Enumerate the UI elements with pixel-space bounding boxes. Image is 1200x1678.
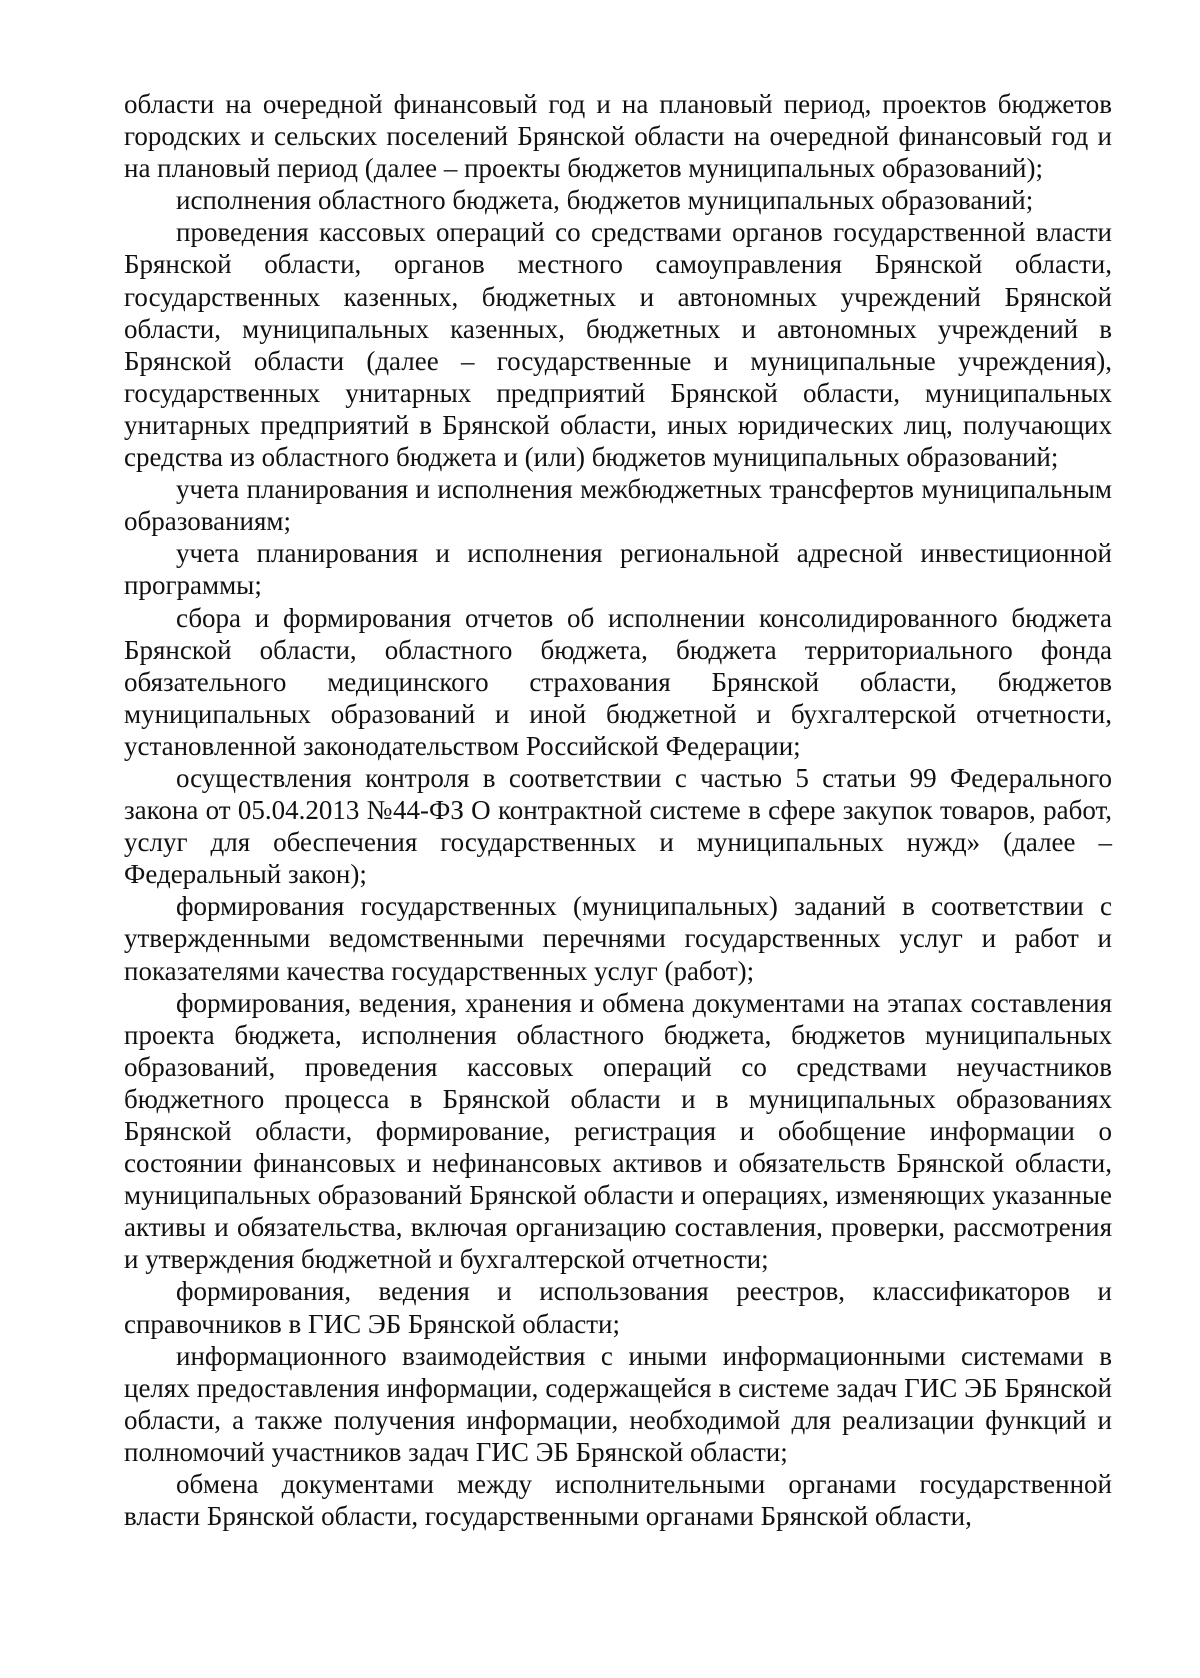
paragraph-4: учета планирования и исполнения межбюджетных трансфертов муниципальным образованиям; [124,474,1112,537]
document-body [124,88,1112,1532]
paragraph-6: сбора и формирования отчетов об исполнении консолидированного бюджета Брянской области, областного бюджета, бюджета территориального фонда обязательного медицинского страхования Брянской области, бюджетов муниципальных образований и иной бюджетной и бухгалтерской отчетности, установленной законодательством Российской Федерации; [124,602,1112,761]
paragraph-8: формирования государственных (муниципальных) заданий в соответствии с утвержденными ведомственными перечнями государственных услуг и работ и показателями качества государственных услуг (работ); [124,891,1112,986]
paragraph-12: обмена документами между исполнительными органами государственной власти Брянской области, государственными органами Брянской области, [124,1469,1112,1532]
paragraph-3: проведения кассовых операций со средствами органов государственной власти Брянской области, органов местного самоуправления Брянской области, государственных казенных, бюджетных и автономных учреждений Брянской области, муниципальных казенных, бюджетных и автономных учреждений в Брянской области (далее – государственные и муниципальные учреждения), государственных унитарных предприятий Брянской области, муниципальных унитарных предприятий в Брянской области, иных юридических лиц, получающих средства из областного бюджета и (или) бюджетов муниципальных образований; [124,217,1112,473]
paragraph-10: формирования, ведения и использования реестров, классификаторов и справочников в ГИС ЭБ Брянской области; [124,1276,1112,1339]
paragraph-5: учета планирования и исполнения региональной адресной инвестиционной программы; [124,538,1112,601]
paragraph-11: информационного взаимодействия с иными информационными системами в целях предоставления информации, содержащейся в системе задач ГИС ЭБ Брянской области, а также получения информации, необходимой для реализации функций и полномочий участников задач ГИС ЭБ Брянской области; [124,1340,1112,1467]
paragraph-1: области на очередной финансовый год и на плановый период, проектов бюджетов городских и сельских поселений Брянской области на очередной финансовый год и на плановый период (далее – проекты бюджетов муниципальных образований); [124,89,1112,184]
paragraph-7: осуществления контроля в соответствии с частью 5 статьи 99 Федерального закона от 05.04.2013 №44-ФЗ О контрактной системе в сфере закупок товаров, работ, услуг для обеспечения государственных и муниципальных нужд» (далее – Федеральный закон); [124,762,1112,890]
paragraph-2: исполнения областного бюджета, бюджетов муниципальных образований; [176,185,1034,216]
paragraph-9: формирования, ведения, хранения и обмена документами на этапах составления проекта бюджета, исполнения областного бюджета, бюджетов муниципальных образований, проведения кассовых операций со средствами неучастников бюджетного процесса в Брянской области и в муниципальных образованиях Брянской области, формирование, регистрация и обобщение информации о состоянии финансовых и нефинансовых активов и обязательств Брянской области, муниципальных образований Брянской области и операциях, изменяющих указанные активы и обязательства, включая организацию составления, проверки, рассмотрения и утверждения бюджетной и бухгалтерской отчетности; [124,987,1112,1275]
